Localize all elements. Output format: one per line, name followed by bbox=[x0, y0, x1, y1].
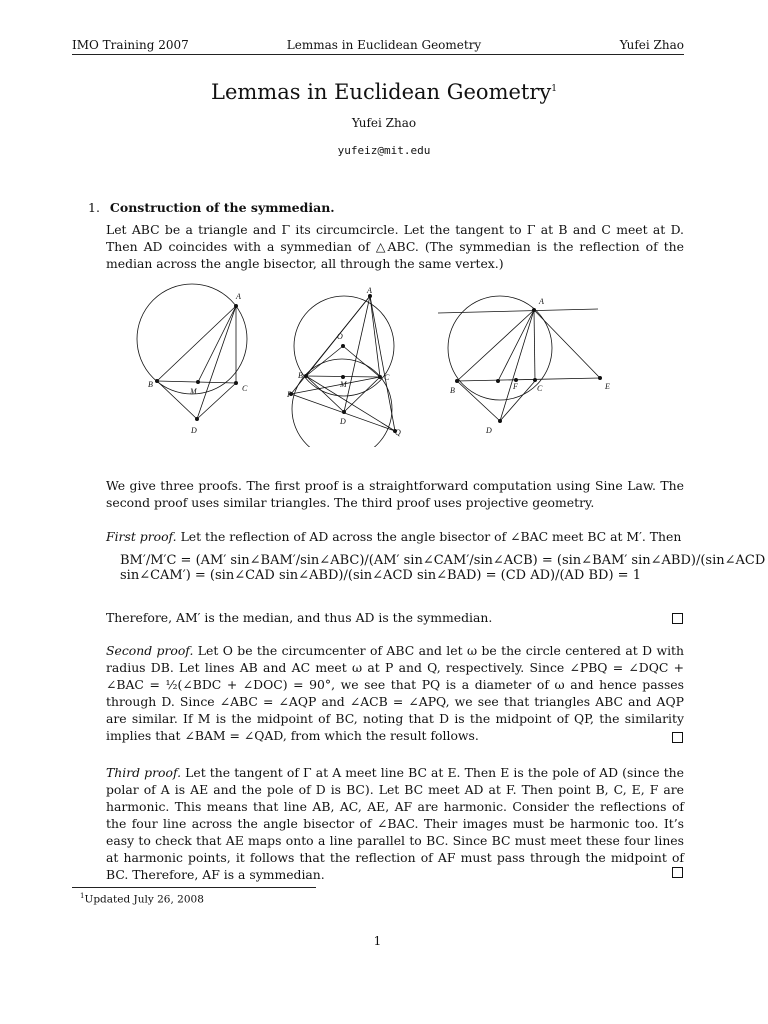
fig2-label-o: O bbox=[337, 332, 343, 341]
second-proof-body: Let O be the circumcenter of ABC and let ω be the circle centered at D with radius DB. Let lines AB and AC meet ω at P and Q, respectively. Since ∠PBQ = ∠DQC + ∠BAC = ½(∠BDC + ∠DOC) = 90°, we see that PQ is a diameter of ω and hence passes through D. Since ∠ABC = ∠AQP and ∠ACB = ∠APQ, we see that triangles ABC and AQP are similar. If M is the midpoint of BC, noting that D is the midpoint of QP, the similarity implies that ∠BAM = ∠QAD, from which the result follows. bbox=[106, 643, 684, 743]
third-proof bbox=[106, 764, 684, 883]
header-center: Lemmas in Euclidean Geometry bbox=[286, 38, 482, 52]
section-heading bbox=[88, 200, 335, 215]
first-proof-conclusion: Therefore, AM′ is the median, and thus AD is the symmedian. bbox=[106, 610, 493, 625]
figure-symmedian bbox=[130, 282, 620, 447]
page-title: Lemmas in Euclidean Geometry$^1$ bbox=[211, 80, 557, 104]
section-number: 1. bbox=[88, 200, 100, 215]
fig2-label-a: A bbox=[367, 286, 372, 295]
fig2-label-d: D bbox=[340, 417, 346, 426]
fig3-label-d: D bbox=[486, 426, 492, 435]
figure-1 bbox=[137, 284, 247, 421]
third-proof-label: Third proof. bbox=[106, 765, 182, 780]
intro-paragraph: Let ABC be a triangle and Γ its circumcircle. Let the tangent to Γ at B and C meet at D. Then AD coincides with a symmedian of △ABC. (The symmedian is the reflection of the median across the angle bisector, all through the same vertex.) bbox=[106, 222, 684, 271]
fig3-label-f: F bbox=[513, 382, 518, 391]
fig2-label-q: Q bbox=[395, 428, 401, 437]
first-proof-label: First proof. bbox=[106, 529, 177, 544]
qed-symbol bbox=[672, 613, 683, 624]
fig3-label-a: A bbox=[539, 297, 544, 306]
fig3-label-e: E bbox=[605, 382, 610, 391]
footnote-mark: 1 bbox=[80, 892, 85, 900]
proofs-intro: We give three proofs. The first proof is a straightforward computation using Sine Law. The second proof uses similar triangles. The third proof uses projective geometry. bbox=[106, 478, 684, 510]
fig1-label-a: A bbox=[236, 292, 241, 301]
title-footnote-mark: 1 bbox=[551, 84, 557, 94]
fig3-label-c: C bbox=[537, 384, 543, 393]
fig2-label-m: M bbox=[340, 380, 347, 389]
author: Yufei Zhao bbox=[351, 116, 417, 130]
email: yufeiz@mit.edu bbox=[337, 144, 431, 157]
footnote bbox=[80, 892, 204, 906]
fig3-label-b: B bbox=[450, 386, 455, 395]
header-left: IMO Training 2007 bbox=[72, 38, 189, 52]
footnote-rule bbox=[72, 887, 316, 888]
header-rule bbox=[72, 54, 684, 55]
section-title: Construction of the symmedian. bbox=[109, 200, 335, 215]
figure-3 bbox=[438, 296, 602, 423]
fig1-label-c: C bbox=[242, 384, 248, 393]
third-proof-body: Let the tangent of Γ at A meet line BC at E. Then E is the pole of AD (since the polar of A is AE and the pole of D is BC). Let BC meet AD at F. Then point B, C, E, F are harmonic. This means that line AB, AC, AE, AF are harmonic. Consider the reflections of the four line across the angle bisector of ∠BAC. Their images must be harmonic too. It’s easy to check that AE maps onto a line parallel to BC. Since BC must meet these four lines at harmonic points, it follows that the reflection of AF must pass through the midpoint of BC. Therefore, AF is a symmedian. bbox=[106, 765, 684, 882]
qed-symbol bbox=[672, 732, 683, 743]
page-number: 1 bbox=[373, 934, 382, 948]
fig1-label-b: B bbox=[148, 380, 153, 389]
fig2-label-b: B bbox=[298, 371, 303, 380]
first-proof-equation: BM′/M′C = (AM′ sin∠BAM′/sin∠ABC)/(AM′ sin∠CAM′/sin∠ACB) = (sin∠BAM′ sin∠ABD)/(sin∠ACD sin∠CAM′) = (sin∠CAD sin∠ABD)/(sin∠ACD sin∠BAD) = (CD AD)/(AD BD) = 1 bbox=[120, 553, 766, 583]
fig2-label-p: P bbox=[287, 390, 292, 399]
qed-symbol bbox=[672, 867, 683, 878]
second-proof bbox=[106, 642, 684, 744]
fig1-label-d: D bbox=[191, 426, 197, 435]
first-proof-body: Let the reflection of AD across the angle bisector of ∠BAC meet BC at M′. Then bbox=[180, 529, 682, 544]
header-right: Yufei Zhao bbox=[619, 38, 684, 52]
fig1-label-m: M bbox=[190, 387, 197, 396]
footnote-text: Updated July 26, 2008 bbox=[84, 893, 204, 906]
fig2-label-c: C bbox=[384, 373, 390, 382]
first-proof-text bbox=[106, 528, 684, 545]
second-proof-label: Second proof. bbox=[106, 643, 194, 658]
